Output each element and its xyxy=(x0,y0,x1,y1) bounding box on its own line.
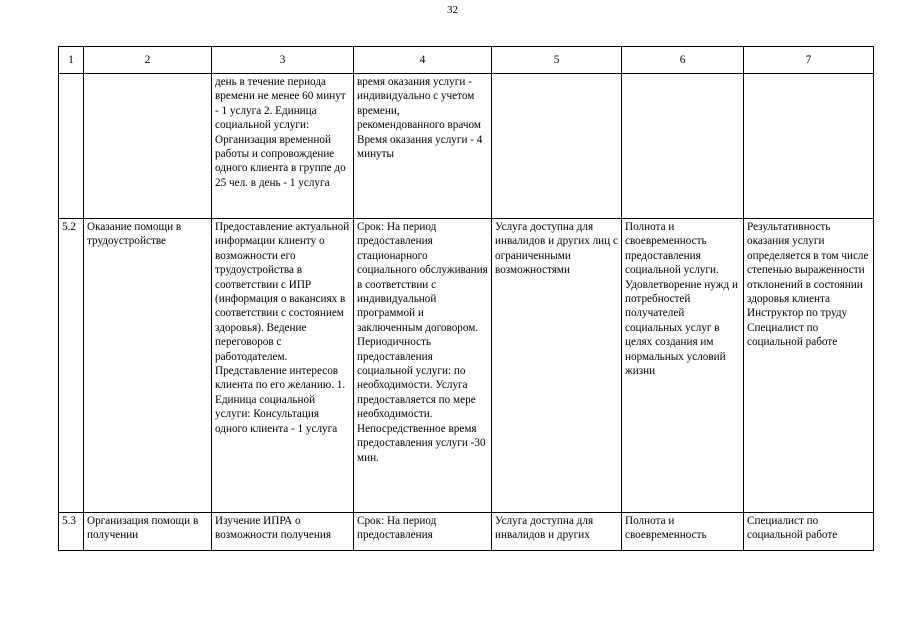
header-cell: 4 xyxy=(354,47,492,74)
table-row xyxy=(59,513,874,551)
service-terms: Срок: На период предоставления стационарного социального обслуживания в соответствии с индивидуальной программой и заключенным договором. Периодичность предоставления социальной услуги: по необходимости. Услуга предоставляется по мере необходимости. Непосредственное время предоставления услуги -30 мин. xyxy=(354,219,492,513)
row-number xyxy=(59,74,84,219)
service-name: Оказание помощи в трудоустройстве xyxy=(84,219,212,513)
header-cell: 6 xyxy=(622,47,744,74)
page-number: 32 xyxy=(447,4,458,16)
service-effectiveness: Результативность оказания услуги определяется в том числе степенью выраженности отклонений в состоянии здоровья клиента Инструктор по труду Специалист по социальной работе xyxy=(744,219,874,513)
service-terms: Срок: На период предоставления xyxy=(354,513,492,551)
service-effectiveness: Специалист по социальной работе xyxy=(744,513,874,551)
header-cell: 2 xyxy=(84,47,212,74)
header-cell: 7 xyxy=(744,47,874,74)
table-row xyxy=(59,74,874,219)
service-terms: время оказания услуги - индивидуально с учетом времени, рекомендованного врачом Время оказания услуги - 4 минуты xyxy=(354,74,492,219)
header-row xyxy=(59,47,874,74)
header-cell: 1 xyxy=(59,47,84,74)
service-name xyxy=(84,74,212,219)
service-description: Предоставление актуальной информации клиенту о возможности его трудоустройства в соответствии с ИПР (информация о вакансиях в соответствии с состоянием здоровья). Ведение переговоров с работодателем. Представление интересов клиента по его желанию. 1. Единица социальной услуги: Консультация одного клиента - 1 услуга xyxy=(212,219,354,513)
service-quality: Полнота и своевременность предоставления социальной услуги. Удовлетворение нужд и потребностей получателей социальных услуг в целях создания им нормальных условий жизни xyxy=(622,219,744,513)
row-number: 5.3 xyxy=(59,513,84,551)
service-effectiveness xyxy=(744,74,874,219)
service-quality: Полнота и своевременность xyxy=(622,513,744,551)
service-accessibility xyxy=(492,74,622,219)
service-description: день в течение периода времени не менее 60 минут - 1 услуга 2. Единица социальной услуги: Организация временной работы и сопровождение одного клиента в группе до 25 чел. в день - 1 услуга xyxy=(212,74,354,219)
service-accessibility: Услуга доступна для инвалидов и других xyxy=(492,513,622,551)
row-number: 5.2 xyxy=(59,219,84,513)
header-cell: 3 xyxy=(212,47,354,74)
table-row xyxy=(59,219,874,513)
header-cell: 5 xyxy=(492,47,622,74)
services-table xyxy=(58,46,874,551)
service-description: Изучение ИПРА о возможности получения xyxy=(212,513,354,551)
service-name: Организация помощи в получении xyxy=(84,513,212,551)
service-accessibility: Услуга доступна для инвалидов и других лиц с ограниченными возможностями xyxy=(492,219,622,513)
service-quality xyxy=(622,74,744,219)
